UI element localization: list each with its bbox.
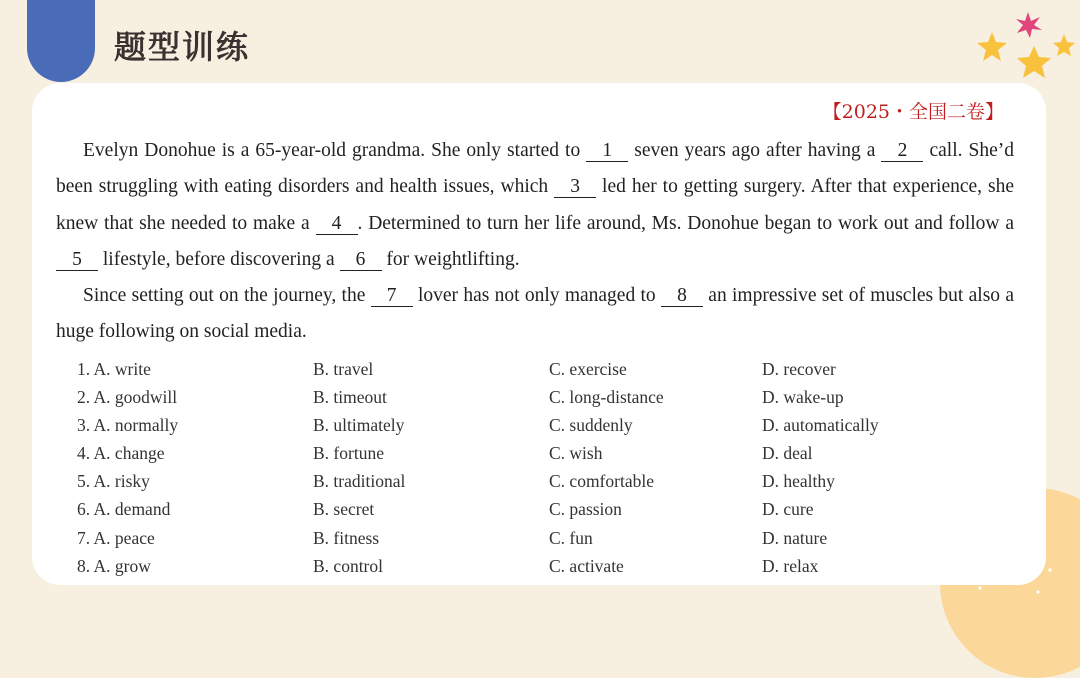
option-c: C. suddenly	[549, 415, 633, 436]
option-b: B. timeout	[313, 387, 387, 408]
option-d: D. recover	[762, 359, 836, 379]
option-b: B. fortune	[313, 443, 384, 464]
option-row-4	[77, 439, 997, 467]
star-icon	[1017, 46, 1051, 78]
passage-text: led her to getting surgery. After that experience, she knew that she needed to make a	[56, 176, 1014, 234]
content-card	[32, 83, 1046, 585]
passage-text: seven years ago after having a	[628, 140, 882, 161]
option-c: C. comfortable	[549, 471, 654, 492]
passage-text: . Determined to turn her life around, Ms. Donohue began to work out and follow a	[357, 212, 1014, 234]
sparkle-icon	[1016, 12, 1042, 38]
option-b: B. ultimately	[313, 415, 405, 436]
option-b: B. secret	[313, 499, 375, 520]
passage-text: Since setting out on the journey, the	[83, 285, 371, 307]
option-a: 2. A. goodwill	[77, 387, 178, 408]
blank-4: 4	[316, 214, 358, 235]
blank-7: 7	[371, 286, 413, 307]
option-a: 5. A. risky	[77, 471, 150, 492]
option-a: 1. A. write	[77, 359, 151, 379]
passage-text: an impressive set of muscles but also a huge following on social media.	[56, 285, 1014, 343]
option-a: 6. A. demand	[77, 499, 171, 520]
option-d: D. wake-up	[762, 387, 844, 408]
option-row-1	[77, 355, 997, 383]
paragraph-2	[56, 278, 1014, 351]
option-a: 8. A. grow	[77, 555, 151, 576]
blank-1: 1	[586, 141, 628, 162]
option-row-3	[77, 411, 997, 439]
passage	[56, 133, 1014, 351]
source-tag: 【2025・全国二卷】	[822, 101, 1004, 123]
option-d: D. automatically	[762, 415, 879, 436]
option-c: C. fun	[549, 527, 593, 548]
stars-decoration	[970, 8, 1080, 88]
passage-text: for weightlifting.	[381, 248, 520, 270]
option-c: C. exercise	[549, 359, 627, 379]
option-a: 7. A. peace	[77, 527, 155, 548]
star-icon	[977, 32, 1007, 61]
passage-text: Evelyn Donohue is a 65-year-old grandma. She only started to	[83, 140, 587, 161]
slide-title: 题型训练	[114, 28, 251, 66]
option-d: D. healthy	[762, 471, 835, 492]
option-c: C. passion	[549, 499, 622, 520]
passage-text: call. She’d been struggling with eating disorders and health issues, which	[56, 140, 1015, 198]
blank-3: 3	[554, 177, 596, 198]
option-a: 3. A. normally	[77, 415, 179, 436]
header-tab-decoration	[27, 0, 95, 82]
blank-8: 8	[661, 286, 703, 307]
blank-5: 5	[56, 250, 98, 271]
paragraph-1	[56, 133, 1014, 278]
option-b: B. traditional	[313, 471, 406, 492]
star-icon	[1053, 34, 1075, 56]
option-d: D. deal	[762, 443, 813, 464]
option-row-5	[77, 467, 997, 495]
option-row-2	[77, 383, 997, 411]
option-a: 4. A. change	[77, 443, 165, 464]
blank-6: 6	[340, 250, 382, 271]
option-b: B. fitness	[313, 527, 380, 548]
option-b: B. control	[313, 555, 383, 576]
option-d: D. cure	[762, 499, 814, 520]
passage-text: lifestyle, before discovering a	[98, 248, 340, 270]
option-c: C. activate	[549, 555, 624, 576]
option-row-6	[77, 495, 997, 523]
option-b: B. travel	[313, 359, 374, 379]
option-c: C. long-distance	[549, 387, 664, 408]
option-d: D. relax	[762, 555, 819, 576]
passage-text: lover has not only managed to	[412, 285, 661, 307]
option-d: D. nature	[762, 527, 828, 548]
blank-2: 2	[881, 141, 923, 162]
option-row-8	[77, 552, 997, 580]
option-c: C. wish	[549, 443, 603, 464]
options-list	[77, 355, 997, 580]
option-row-7	[77, 524, 997, 552]
